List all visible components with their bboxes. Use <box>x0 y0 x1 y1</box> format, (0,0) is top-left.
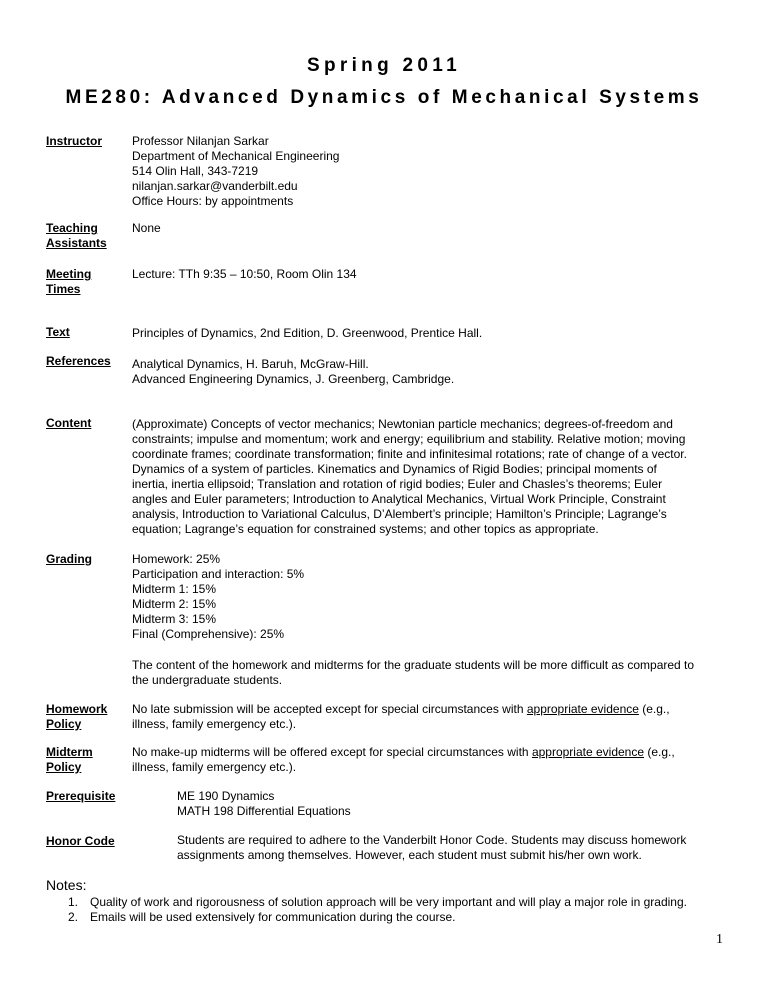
grading-item: Midterm 3: 15% <box>132 612 217 626</box>
meeting-times-label: Meeting Times <box>46 267 92 296</box>
reference-item: Advanced Engineering Dynamics, J. Greenberg, Cambridge. <box>132 372 455 386</box>
instructor-info <box>132 134 727 209</box>
references-list <box>132 357 727 387</box>
honor-code-label: Honor Code <box>46 834 115 848</box>
prerequisite-list <box>177 789 727 819</box>
prerequisite-label: Prerequisite <box>46 789 116 803</box>
honor-code-text: Students are required to adhere to the Vanderbilt Honor Code. Students may discuss homework assignments among themselves. However, each student must submit his/her own work. <box>177 833 687 862</box>
notes-list <box>68 895 748 925</box>
instructor-label: Instructor <box>46 134 103 148</box>
teaching-assistants-value: None <box>132 221 161 235</box>
grading-item: Homework: 25% <box>132 552 221 566</box>
meeting-times-value: Lecture: TTh 9:35 – 10:50, Room Olin 134 <box>132 267 357 281</box>
references-label: References <box>46 354 111 368</box>
list-item: 1. Quality of work and rigorousness of solution approach will be very important and will play a major role in grading. <box>68 895 687 909</box>
grading-label: Grading <box>46 552 93 566</box>
course-title: ME280: Advanced Dynamics of Mechanical Systems <box>65 87 703 108</box>
homework-policy-label: Homework Policy <box>46 702 108 731</box>
homework-policy-text: No late submission will be accepted except for special circumstances with appropriate evidence (e.g., illness, family emergency etc.). <box>132 702 670 731</box>
instructor-email: nilanjan.sarkar@vanderbilt.edu <box>132 179 298 193</box>
content-label: Content <box>46 416 92 430</box>
grading-breakdown <box>132 552 727 642</box>
midterm-policy-text: No make-up midterms will be offered except for special circumstances with appropriate evidence (e.g., illness, family emergency etc.). <box>132 745 675 774</box>
midterm-policy-label: Midterm Policy <box>46 745 93 774</box>
textbook-value: Principles of Dynamics, 2nd Edition, D. Greenwood, Prentice Hall. <box>132 326 483 340</box>
notes-title: Notes: <box>46 877 87 893</box>
text-label: Text <box>46 325 70 339</box>
content-description: (Approximate) Concepts of vector mechanics; Newtonian particle mechanics; degrees-of-freedom and constraints; impulse and momentum; work and energy; equilibrium and stability. Relative motion; moving coordinate frames; coordinate transformation; finite and infinitesimal rotations; rate of change of a vector. Dynamics of a system of particles. Kinematics and Dynamics of Rigid Bodies; principal moments of inertia, inertia ellipsoid; Translation and rotation of rigid bodies; Euler and Chasles’s theorems; Euler angles and Euler parameters; Introduction to Analytical Mechanics, Virtual Work Principle, Constraint analysis, Introduction to Variational Calculus, D’Alembert’s principle; Hamilton’s Principle; Lagrange’s equation; Lagrange’s equation for constrained systems; and other topics as appropriate. <box>132 417 687 536</box>
page-number: 1 <box>716 932 723 947</box>
list-item: 2. Emails will be used extensively for communication during the course. <box>68 910 456 924</box>
teaching-assistants-label: Teaching Assistants <box>46 221 107 250</box>
prerequisite-item: MATH 198 Differential Equations <box>177 804 351 818</box>
prerequisite-item: ME 190 Dynamics <box>177 789 275 803</box>
grading-item: Midterm 2: 15% <box>132 597 217 611</box>
appropriate-evidence-text: appropriate evidence <box>531 745 645 759</box>
grading-item: Participation and interaction: 5% <box>132 567 305 581</box>
instructor-department: Department of Mechanical Engineering <box>132 149 340 163</box>
grading-note: The content of the homework and midterms for the graduate students will be more difficult as compared to the undergraduate students. <box>132 658 695 687</box>
appropriate-evidence-text: appropriate evidence <box>526 702 639 716</box>
grading-item: Midterm 1: 15% <box>132 582 217 596</box>
instructor-name: Professor Nilanjan Sarkar <box>132 134 269 148</box>
reference-item: Analytical Dynamics, H. Baruh, McGraw-Hill. <box>132 357 369 371</box>
instructor-office-hours: Office Hours: by appointments <box>132 194 294 208</box>
instructor-office: 514 Olin Hall, 343-7219 <box>132 164 259 178</box>
term-title: Spring 2011 <box>307 55 461 76</box>
grading-item: Final (Comprehensive): 25% <box>132 627 285 641</box>
